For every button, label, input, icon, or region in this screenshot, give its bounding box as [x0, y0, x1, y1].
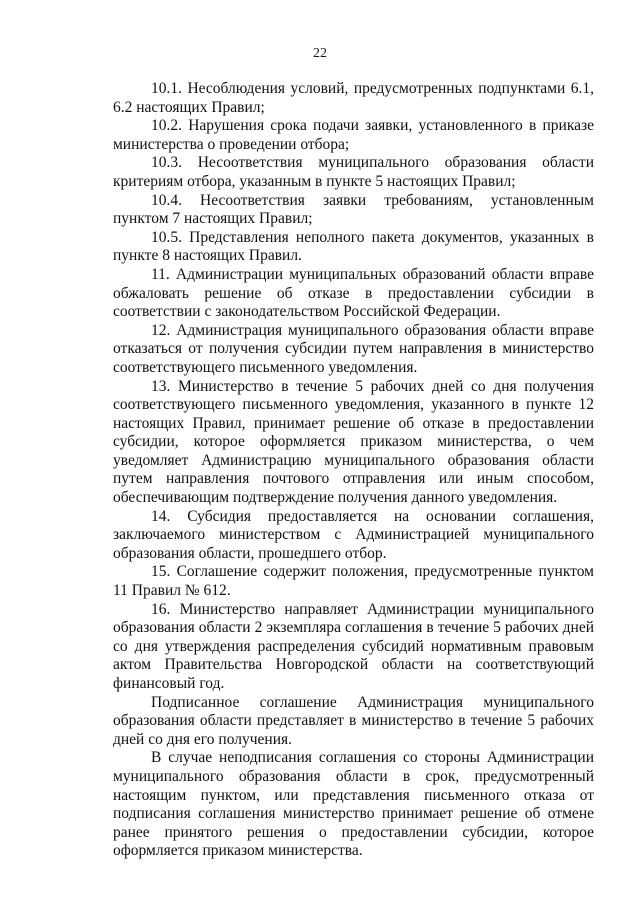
paragraph-15: 15. Соглашение содержит положения, предусмотренные пунктом 11 Правил № 612. — [113, 563, 594, 600]
paragraph-10-1: 10.1. Несоблюдения условий, предусмотренных подпунктами 6.1, 6.2 настоящих Правил; — [113, 80, 594, 116]
page-number: 22 — [313, 46, 327, 61]
paragraph-16: 16. Министерство направляет Администрации муниципального образования области 2 экземпляра соглашения в течение 5 рабочих дней со дня утверждения распределения субсидий нормативным правовым актом Правительства Новгородской области на соответствующий финансовый год. — [113, 600, 594, 692]
paragraph-13: 13. Министерство в течение 5 рабочих дней со дня получения соответствующего письменного уведомления, указанного в пункте 12 настоящих Правил, принимает решение об отказе в предоставлении субсидии, которое оформляется приказом министерства, о чем уведомляет Администрацию муниципального образования области путем направления почтового отправления или иным способом, обеспечивающим подтверждение получения данного уведомления. — [113, 377, 594, 507]
paragraph-10-4: 10.4. Несоответствия заявки требованиям, установленным пунктом 7 настоящих Правил; — [113, 191, 594, 228]
paragraph-16-non-signing: В случае неподписания соглашения со стороны Администрации муниципального образования области в срок, предусмотренный настоящим пунктом, или представления письменного отказа от подписания соглашения министерство принимает решение об отмене ранее принятого решения о предоставлении субсидии, которое оформляется приказом министерства. — [113, 749, 594, 860]
paragraph-10-2: 10.2. Нарушения срока подачи заявки, установленного в приказе министерства о проведении отбора; — [113, 117, 594, 153]
paragraph-10-5: 10.5. Представления неполного пакета документов, указанных в пункте 8 настоящих Правил. — [113, 228, 594, 265]
paragraph-10-3: 10.3. Несоответствия муниципального образования области критериям отбора, указанным в пункте 5 настоящих Правил; — [113, 154, 594, 190]
document-body — [113, 80, 594, 861]
paragraph-16-signed-agreement: Подписанное соглашение Администрация муниципального образования области представляет в министерство в течение 5 рабочих дней со дня его получения. — [113, 693, 594, 748]
paragraph-11: 11. Администрации муниципальных образований области вправе обжаловать решение об отказе в предоставлении субсидии в соответствии с законодательством Российской Федерации. — [113, 265, 594, 321]
paragraph-14: 14. Субсидия предоставляется на основании соглашения, заключаемого министерством с Администрацией муниципального образования области, прошедшего отбор. — [113, 507, 594, 562]
paragraph-12: 12. Администрация муниципального образования области вправе отказаться от получения субсидии путем направления в министерство соответствующего письменного уведомления. — [113, 321, 594, 376]
